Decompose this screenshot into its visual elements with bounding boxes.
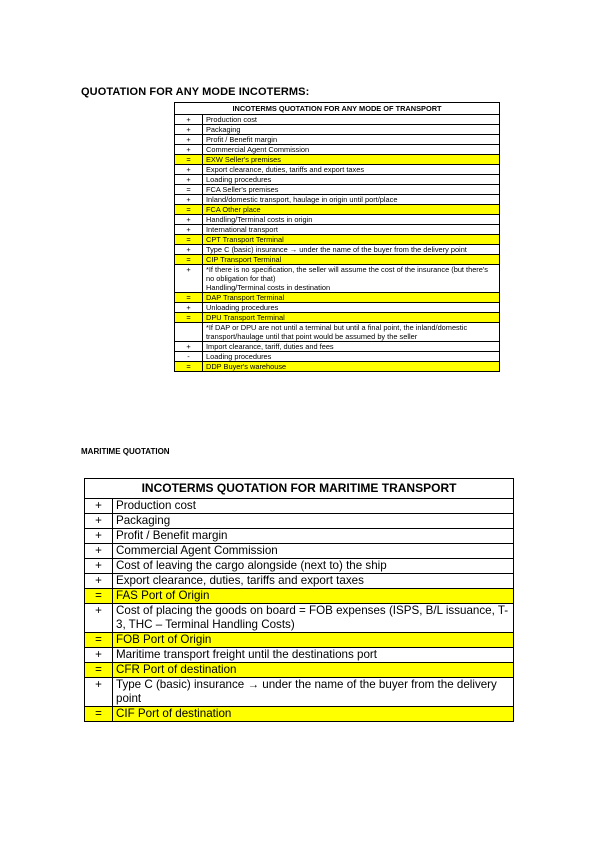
row-text: CPT Transport Terminal <box>203 235 500 245</box>
row-text: Type C (basic) insurance → under the name of the buyer from the delivery point <box>113 678 514 707</box>
table-row <box>85 604 514 633</box>
table-row <box>175 155 500 165</box>
table-row <box>175 313 500 323</box>
row-operator: = <box>175 313 203 323</box>
row-operator: + <box>85 514 113 529</box>
row-text: FOB Port of Origin <box>113 633 514 648</box>
row-operator <box>175 323 203 342</box>
row-text: DAP Transport Terminal <box>203 293 500 303</box>
row-text: Maritime transport freight until the destinations port <box>113 648 514 663</box>
row-text: FCA Seller's premises <box>203 185 500 195</box>
row-operator: + <box>175 225 203 235</box>
table-row <box>175 175 500 185</box>
table-row <box>175 215 500 225</box>
row-operator: + <box>175 165 203 175</box>
row-text: CIP Transport Terminal <box>203 255 500 265</box>
row-operator: = <box>175 255 203 265</box>
row-operator: + <box>175 195 203 205</box>
row-text: *If there is no specification, the seller will assume the cost of the insurance (but there's no obligation for that) Handling/Terminal costs in destination <box>203 265 500 293</box>
row-text: Import clearance, tariff, duties and fees <box>203 342 500 352</box>
table-row <box>85 633 514 648</box>
row-text: Type C (basic) insurance → under the name of the buyer from the delivery point <box>203 245 500 255</box>
row-text: Loading procedures <box>203 352 500 362</box>
row-operator: = <box>175 293 203 303</box>
row-operator: + <box>85 574 113 589</box>
row-operator: + <box>175 115 203 125</box>
row-text: CFR Port of destination <box>113 663 514 678</box>
row-operator: + <box>85 544 113 559</box>
row-text: Profit / Benefit margin <box>113 529 514 544</box>
row-operator: + <box>175 215 203 225</box>
row-operator: + <box>175 175 203 185</box>
row-text: FAS Port of Origin <box>113 589 514 604</box>
row-operator: = <box>175 235 203 245</box>
table-row <box>85 707 514 722</box>
table-row <box>175 115 500 125</box>
row-operator: + <box>175 245 203 255</box>
any-mode-table-body <box>175 115 500 372</box>
table-row <box>85 678 514 707</box>
row-text: DPU Transport Terminal <box>203 313 500 323</box>
table-row <box>175 225 500 235</box>
row-operator: + <box>175 145 203 155</box>
row-text: FCA Other place <box>203 205 500 215</box>
table-row <box>175 195 500 205</box>
row-text: Commercial Agent Commission <box>113 544 514 559</box>
row-operator: + <box>175 125 203 135</box>
table-row <box>175 303 500 313</box>
row-text: Profit / Benefit margin <box>203 135 500 145</box>
row-operator: + <box>175 135 203 145</box>
row-operator: = <box>175 205 203 215</box>
row-text: International transport <box>203 225 500 235</box>
row-text: Handling/Terminal costs in origin <box>203 215 500 225</box>
row-operator: = <box>85 633 113 648</box>
table-row <box>85 574 514 589</box>
row-operator: + <box>85 529 113 544</box>
row-text: Inland/domestic transport, haulage in origin until port/place <box>203 195 500 205</box>
table-row <box>85 544 514 559</box>
row-text: Export clearance, duties, tariffs and export taxes <box>203 165 500 175</box>
any-mode-heading: QUOTATION FOR ANY MODE INCOTERMS: <box>81 86 310 98</box>
row-operator: + <box>85 604 113 633</box>
table-row <box>175 293 500 303</box>
table-row <box>85 589 514 604</box>
table-row <box>175 135 500 145</box>
row-operator: + <box>175 265 203 293</box>
table-row <box>175 362 500 372</box>
table-row <box>175 165 500 175</box>
maritime-incoterms-table <box>84 478 514 722</box>
row-operator: + <box>85 648 113 663</box>
row-operator: = <box>85 707 113 722</box>
table-row <box>85 663 514 678</box>
row-operator: = <box>175 155 203 165</box>
row-text: Loading procedures <box>203 175 500 185</box>
row-operator: + <box>175 303 203 313</box>
table-row <box>85 559 514 574</box>
table-row <box>175 342 500 352</box>
table-row <box>85 499 514 514</box>
table-row <box>85 529 514 544</box>
row-text: CIF Port of destination <box>113 707 514 722</box>
table-row <box>175 245 500 255</box>
table-row <box>85 648 514 663</box>
row-text: EXW Seller's premises <box>203 155 500 165</box>
row-text: *If DAP or DPU are not until a terminal but until a final point, the inland/domestic transport/haulage until that point would be assumed by the seller <box>203 323 500 342</box>
row-operator: = <box>85 663 113 678</box>
row-text: Packaging <box>113 514 514 529</box>
row-operator: + <box>85 678 113 707</box>
table-row <box>175 125 500 135</box>
row-text: Cost of placing the goods on board = FOB expenses (ISPS, B/L issuance, T-3, THC – Terminal Handling Costs) <box>113 604 514 633</box>
table-row <box>175 145 500 155</box>
table-row <box>175 352 500 362</box>
table-row <box>85 514 514 529</box>
row-operator: = <box>175 185 203 195</box>
row-text: Production cost <box>113 499 514 514</box>
row-operator: = <box>85 589 113 604</box>
table-row <box>175 265 500 293</box>
any-mode-incoterms-table <box>174 102 500 372</box>
row-text: DDP Buyer's warehouse <box>203 362 500 372</box>
row-text: Export clearance, duties, tariffs and export taxes <box>113 574 514 589</box>
row-operator: - <box>175 352 203 362</box>
row-operator: = <box>175 362 203 372</box>
row-text: Cost of leaving the cargo alongside (next to) the ship <box>113 559 514 574</box>
table-row <box>175 323 500 342</box>
table-row <box>175 235 500 245</box>
table-row <box>175 205 500 215</box>
row-operator: + <box>175 342 203 352</box>
row-operator: + <box>85 499 113 514</box>
row-text: Packaging <box>203 125 500 135</box>
table-row <box>175 185 500 195</box>
any-mode-table-title: INCOTERMS QUOTATION FOR ANY MODE OF TRANSPORT <box>175 103 500 115</box>
row-operator: + <box>85 559 113 574</box>
maritime-table-body <box>85 499 514 722</box>
maritime-table-title: INCOTERMS QUOTATION FOR MARITIME TRANSPORT <box>85 479 514 499</box>
row-text: Commercial Agent Commission <box>203 145 500 155</box>
maritime-heading: MARITIME QUOTATION <box>81 447 170 456</box>
row-text: Production cost <box>203 115 500 125</box>
table-row <box>175 255 500 265</box>
row-text: Unloading procedures <box>203 303 500 313</box>
